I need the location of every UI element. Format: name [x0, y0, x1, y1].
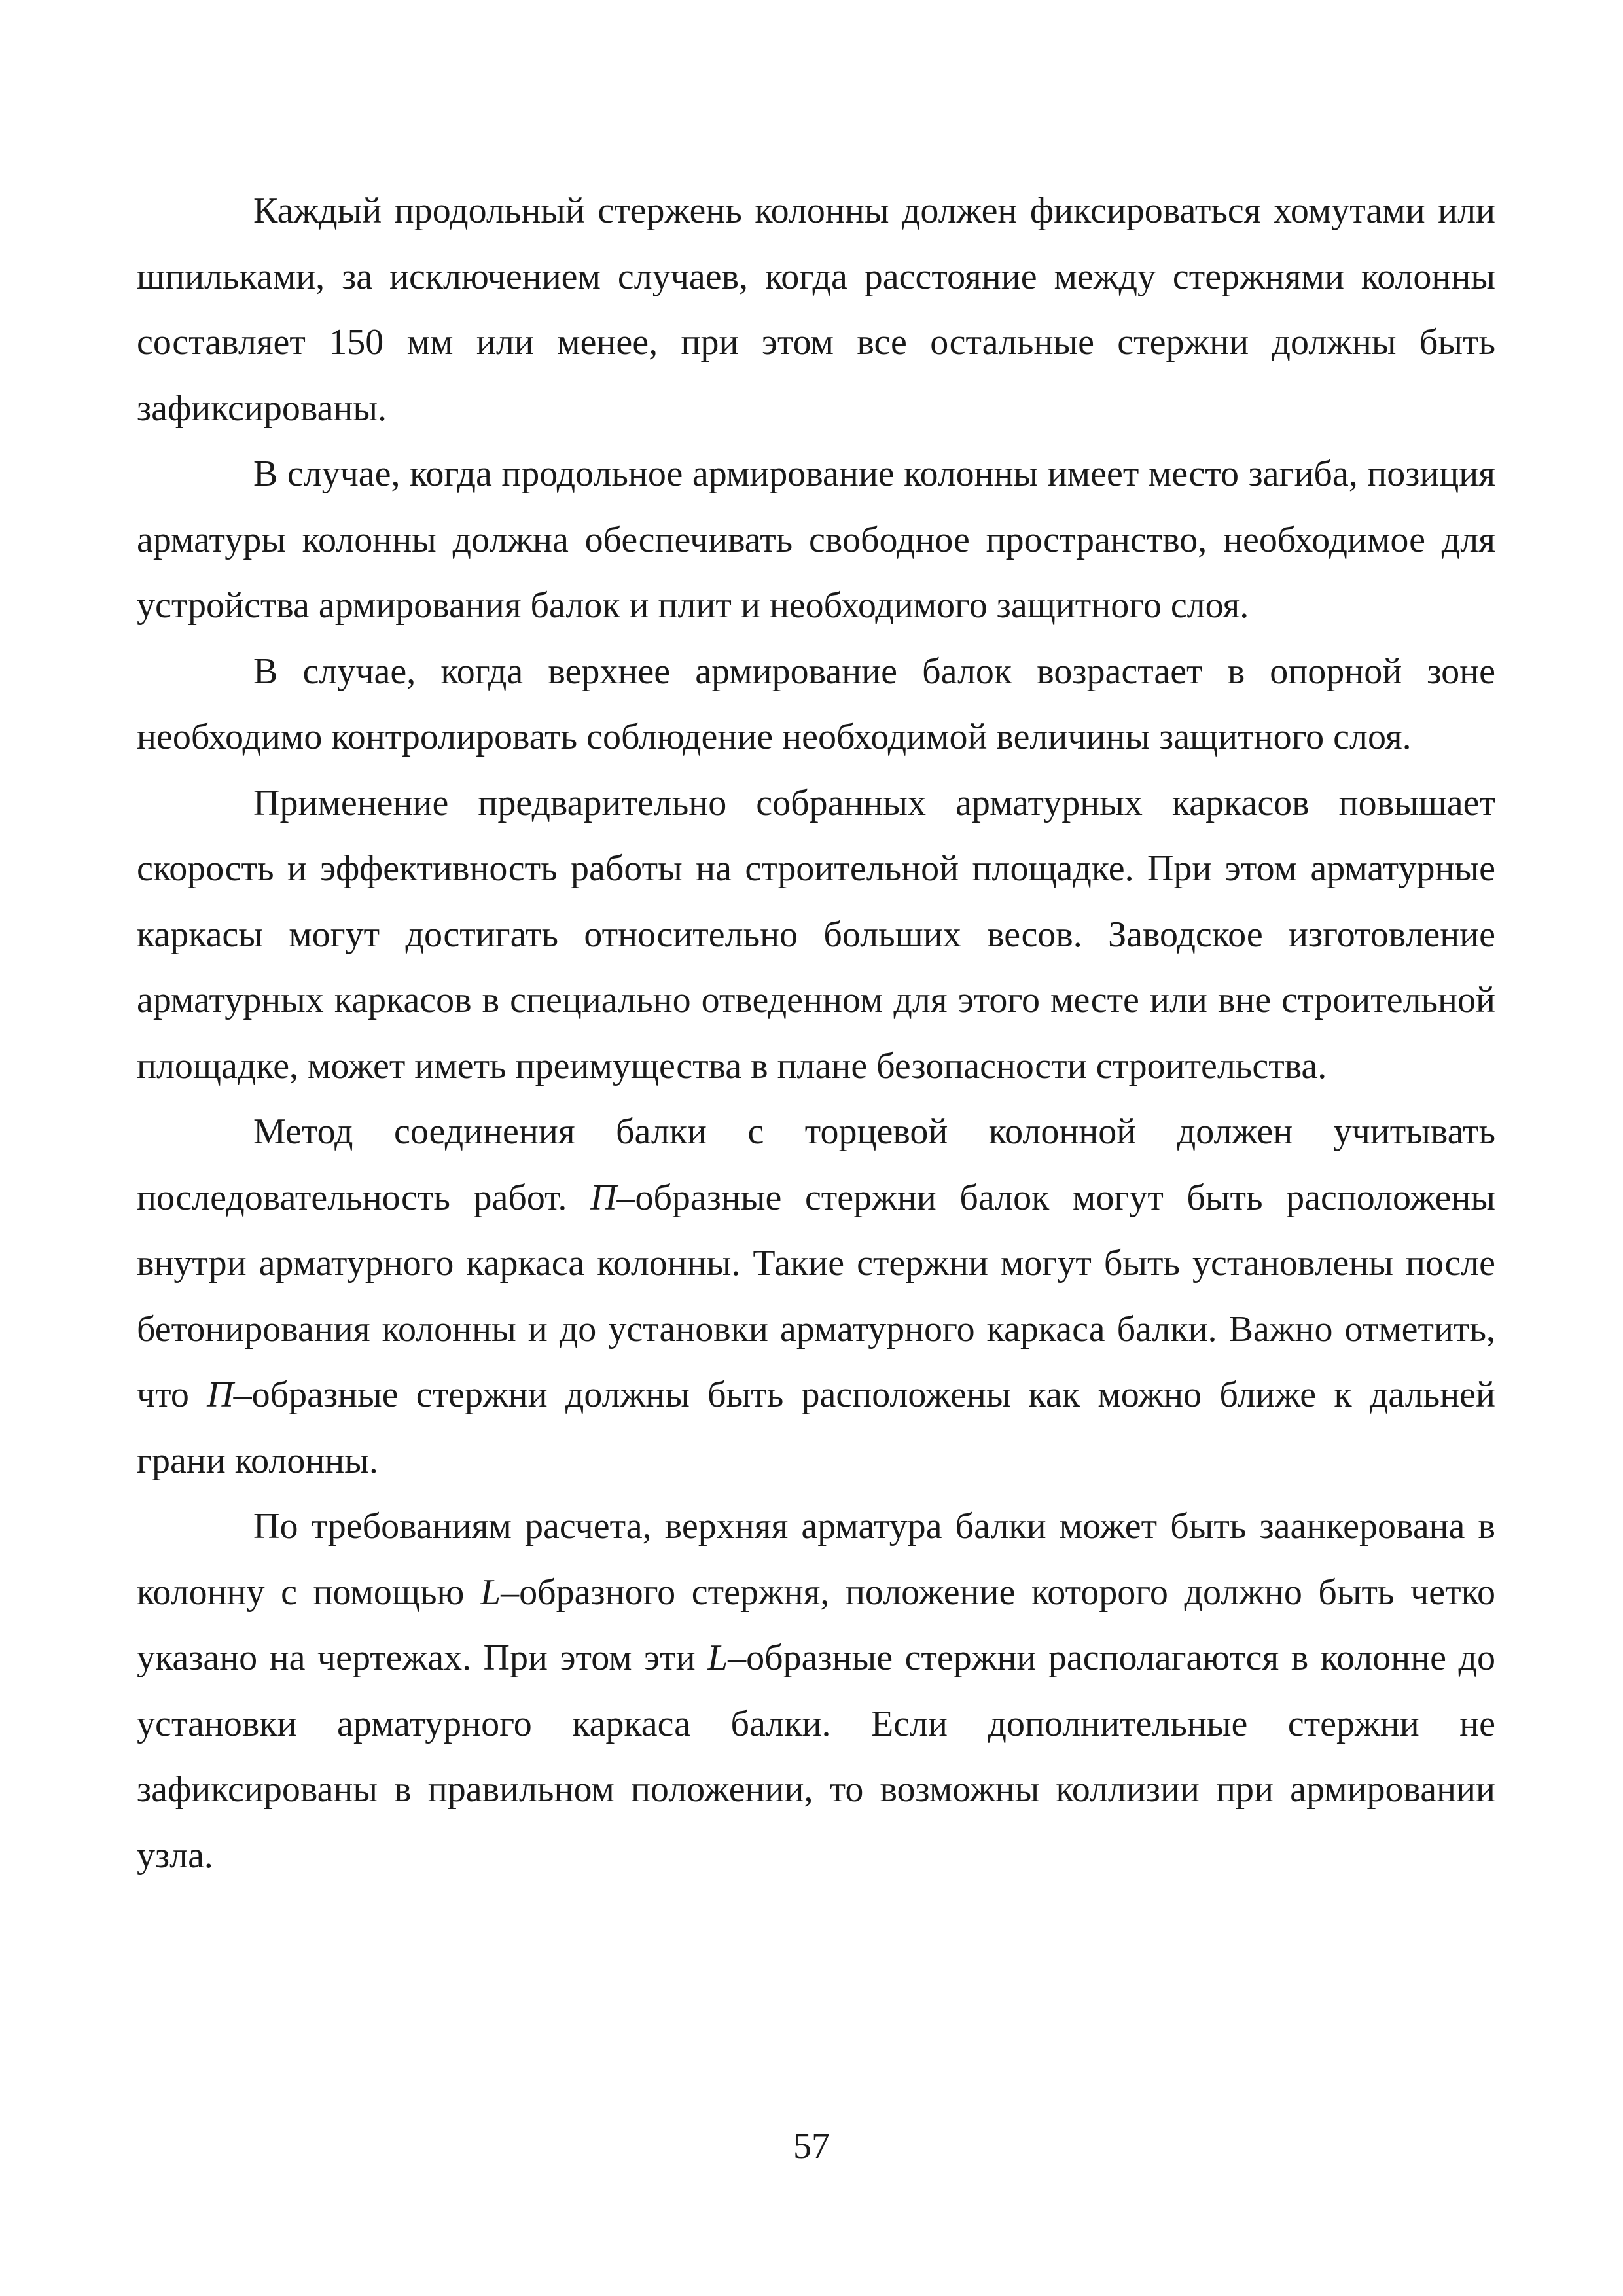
paragraph-1: Каждый продольный стержень колонны должен фиксироваться хомутами или шпильками, за исключением случаев, когда расстояние между стержнями колонны составляет 150 мм или менее, при этом все остальные стержни должны быть зафиксированы.	[137, 190, 1495, 429]
paragraph-5-text-3: –образные стержни должны быть расположены как можно ближе к дальней грани колонны.	[137, 1374, 1495, 1481]
paragraph-6	[137, 1494, 1495, 1888]
paragraph-5-text-1: Метод соединения балки с торцевой колонной должен учитывать последовательность работ.	[137, 1111, 1495, 1218]
paragraph-6-italic-symbol-2: L	[707, 1638, 728, 1678]
paragraph-5	[137, 1099, 1495, 1494]
paragraph-6-text-3: –образные стержни располагаются в колонне до установки арматурного каркаса балки. Если дополнительные стержни не зафиксированы в правильном положении, то возможны коллизии при армировании узла.	[137, 1638, 1495, 1876]
paragraph-5-italic-symbol-2: П	[207, 1374, 234, 1415]
paragraph-6-text-1: По требованиям расчета, верхняя арматура балки может быть заанкерована в колонну с помощью	[137, 1506, 1495, 1613]
paragraph-5-text-2: –образные стержни балок могут быть расположены внутри арматурного каркаса колонны. Такие стержни могут быть установлены после бетонирования колонны и до установки арматурного каркаса балки. Важно отметить, что	[137, 1177, 1496, 1415]
paragraph-5-italic-symbol-1: П	[590, 1177, 617, 1218]
paragraph-2: В случае, когда продольное армирование колонны имеет место загиба, позиция арматуры колонны должна обеспечивать свободное пространство, необходимое для устройства армирования балок и плит и необходимого защитного слоя.	[137, 454, 1495, 626]
text-body	[137, 178, 1495, 1888]
paragraph-4: Применение предварительно собранных арматурных каркасов повышает скорость и эффективность работы на строительной площадке. При этом арматурные каркасы могут достигать относительно больших весов. Заводское изготовление арматурных каркасов в специально отведенном для этого месте или вне строительной площадке, может иметь преимущества в плане безопасности строительства.	[137, 782, 1495, 1086]
paragraph-3: В случае, когда верхнее армирование балок возрастает в опорной зоне необходимо контролировать соблюдение необходимой величины защитного слоя.	[137, 651, 1495, 757]
paragraph-6-italic-symbol-1: L	[480, 1571, 501, 1613]
page-number: 57	[793, 2126, 830, 2166]
paragraph-6-text-2: –образного стержня, положение которого должно быть четко указано на чертежах. При этом эти	[137, 1571, 1496, 1678]
